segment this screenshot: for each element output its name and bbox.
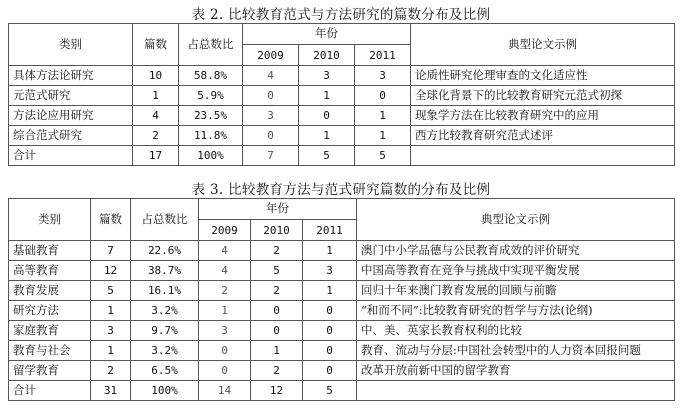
year-2010-cell: 5 bbox=[299, 146, 355, 166]
year-2009-cell: 0 bbox=[199, 341, 251, 361]
t3-header-2010: 2010 bbox=[251, 220, 303, 241]
example-cell: “和而不同”:比较教育研究的哲学与方法(论纲) bbox=[357, 301, 675, 321]
t2-header-example: 典型论文示例 bbox=[411, 24, 675, 66]
table2 bbox=[8, 23, 675, 166]
ratio-cell: 3.2% bbox=[131, 301, 199, 321]
year-2009-cell: 4 bbox=[199, 241, 251, 261]
ratio-cell: 100% bbox=[179, 146, 243, 166]
category-cell: 合计 bbox=[9, 146, 133, 166]
example-cell: 中国高等教育在竞争与挑战中实现平衡发展 bbox=[357, 261, 675, 281]
t2-header-2011: 2011 bbox=[355, 45, 411, 66]
table-row bbox=[9, 261, 675, 281]
category-cell: 留学教育 bbox=[9, 361, 91, 381]
year-2010-cell: 12 bbox=[251, 381, 303, 401]
year-2010-cell: 1 bbox=[251, 341, 303, 361]
category-cell: 基础教育 bbox=[9, 241, 91, 261]
year-2010-cell: 5 bbox=[251, 261, 303, 281]
year-2009-cell: 3 bbox=[243, 106, 299, 126]
category-cell: 综合范式研究 bbox=[9, 126, 133, 146]
category-cell: 研究方法 bbox=[9, 301, 91, 321]
t3-header-category: 类别 bbox=[9, 199, 91, 241]
count-cell: 2 bbox=[133, 126, 179, 146]
ratio-cell: 6.5% bbox=[131, 361, 199, 381]
ratio-cell: 22.6% bbox=[131, 241, 199, 261]
count-cell: 10 bbox=[133, 66, 179, 86]
t3-header-ratio: 占总数比 bbox=[131, 199, 199, 241]
year-2011-cell: 0 bbox=[355, 86, 411, 106]
t2-body bbox=[9, 66, 675, 166]
t3-header-2009: 2009 bbox=[199, 220, 251, 241]
table-row bbox=[9, 361, 675, 381]
ratio-cell: 16.1% bbox=[131, 281, 199, 301]
table-row bbox=[9, 66, 675, 86]
year-2011-cell: 3 bbox=[303, 261, 357, 281]
ratio-cell: 5.9% bbox=[179, 86, 243, 106]
t3-header-example: 典型论文示例 bbox=[357, 199, 675, 241]
example-cell: 西方比较教育研究范式述评 bbox=[411, 126, 675, 146]
count-cell: 3 bbox=[91, 321, 131, 341]
ratio-cell: 11.8% bbox=[179, 126, 243, 146]
t2-header-ratio: 占总数比 bbox=[179, 24, 243, 66]
year-2011-cell: 0 bbox=[303, 301, 357, 321]
count-cell: 4 bbox=[133, 106, 179, 126]
example-cell: 中、美、英家长教育权利的比较 bbox=[357, 321, 675, 341]
year-2011-cell: 1 bbox=[303, 281, 357, 301]
year-2009-cell: 3 bbox=[199, 321, 251, 341]
year-2010-cell: 2 bbox=[251, 281, 303, 301]
category-cell: 教育发展 bbox=[9, 281, 91, 301]
example-cell bbox=[357, 381, 675, 401]
t2-header-category: 类别 bbox=[9, 24, 133, 66]
year-2010-cell: 1 bbox=[299, 126, 355, 146]
year-2010-cell: 0 bbox=[251, 301, 303, 321]
table3-caption: 表 3. 比较教育方法与范式研究篇数的分布及比例 bbox=[191, 182, 491, 198]
category-cell: 方法论应用研究 bbox=[9, 106, 133, 126]
category-cell: 元范式研究 bbox=[9, 86, 133, 106]
count-cell: 5 bbox=[91, 281, 131, 301]
table-row bbox=[9, 321, 675, 341]
example-cell: 教育、流动与分层:中国社会转型中的人力资本回报问题 bbox=[357, 341, 675, 361]
table-row bbox=[9, 241, 675, 261]
t3-header-count: 篇数 bbox=[91, 199, 131, 241]
total-row bbox=[9, 381, 675, 401]
year-2009-cell: 2 bbox=[199, 281, 251, 301]
t3-header-2011: 2011 bbox=[303, 220, 357, 241]
example-cell: 现象学方法在比较教育研究中的应用 bbox=[411, 106, 675, 126]
category-cell: 教育与社会 bbox=[9, 341, 91, 361]
table-row bbox=[9, 106, 675, 126]
t3-body bbox=[9, 241, 675, 401]
t3-header-year: 年份 bbox=[199, 199, 357, 220]
example-cell: 回归十年来澳门教育发展的回顾与前瞻 bbox=[357, 281, 675, 301]
ratio-cell: 23.5% bbox=[179, 106, 243, 126]
table-row bbox=[9, 86, 675, 106]
year-2011-cell: 3 bbox=[355, 66, 411, 86]
year-2011-cell: 0 bbox=[303, 321, 357, 341]
year-2009-cell: 0 bbox=[243, 126, 299, 146]
category-cell: 具体方法论研究 bbox=[9, 66, 133, 86]
count-cell: 2 bbox=[91, 361, 131, 381]
year-2010-cell: 0 bbox=[299, 106, 355, 126]
year-2011-cell: 1 bbox=[355, 126, 411, 146]
year-2011-cell: 1 bbox=[355, 106, 411, 126]
year-2009-cell: 0 bbox=[243, 86, 299, 106]
ratio-cell: 9.7% bbox=[131, 321, 199, 341]
year-2009-cell: 7 bbox=[243, 146, 299, 166]
table-row bbox=[9, 126, 675, 146]
table-row bbox=[9, 281, 675, 301]
category-cell: 合计 bbox=[9, 381, 91, 401]
category-cell: 高等教育 bbox=[9, 261, 91, 281]
year-2010-cell: 2 bbox=[251, 241, 303, 261]
example-cell bbox=[411, 146, 675, 166]
ratio-cell: 3.2% bbox=[131, 341, 199, 361]
t2-header-count: 篇数 bbox=[133, 24, 179, 66]
year-2011-cell: 5 bbox=[355, 146, 411, 166]
total-row bbox=[9, 146, 675, 166]
year-2009-cell: 4 bbox=[199, 261, 251, 281]
year-2010-cell: 3 bbox=[299, 66, 355, 86]
t2-header-2010: 2010 bbox=[299, 45, 355, 66]
example-cell: 全球化背景下的比较教育研究元范式初探 bbox=[411, 86, 675, 106]
category-cell: 家庭教育 bbox=[9, 321, 91, 341]
count-cell: 17 bbox=[133, 146, 179, 166]
count-cell: 1 bbox=[91, 301, 131, 321]
example-cell: 改革开放前新中国的留学教育 bbox=[357, 361, 675, 381]
table-row bbox=[9, 341, 675, 361]
ratio-cell: 58.8% bbox=[179, 66, 243, 86]
table3 bbox=[8, 198, 675, 401]
year-2009-cell: 4 bbox=[243, 66, 299, 86]
year-2010-cell: 1 bbox=[299, 86, 355, 106]
year-2011-cell: 5 bbox=[303, 381, 357, 401]
year-2011-cell: 0 bbox=[303, 341, 357, 361]
count-cell: 31 bbox=[91, 381, 131, 401]
year-2009-cell: 14 bbox=[199, 381, 251, 401]
year-2009-cell: 0 bbox=[199, 361, 251, 381]
example-cell: 论质性研究伦理审查的文化适应性 bbox=[411, 66, 675, 86]
year-2011-cell: 0 bbox=[303, 361, 357, 381]
t2-header-2009: 2009 bbox=[243, 45, 299, 66]
count-cell: 12 bbox=[91, 261, 131, 281]
count-cell: 7 bbox=[91, 241, 131, 261]
table-row bbox=[9, 301, 675, 321]
count-cell: 1 bbox=[133, 86, 179, 106]
example-cell: 澳门中小学品德与公民教育成效的评价研究 bbox=[357, 241, 675, 261]
count-cell: 1 bbox=[91, 341, 131, 361]
ratio-cell: 100% bbox=[131, 381, 199, 401]
ratio-cell: 38.7% bbox=[131, 261, 199, 281]
t2-header-year: 年份 bbox=[243, 24, 411, 45]
year-2010-cell: 2 bbox=[251, 361, 303, 381]
year-2009-cell: 1 bbox=[199, 301, 251, 321]
year-2010-cell: 0 bbox=[251, 321, 303, 341]
table2-caption: 表 2. 比较教育范式与方法研究的篇数分布及比例 bbox=[191, 7, 491, 23]
year-2011-cell: 1 bbox=[303, 241, 357, 261]
